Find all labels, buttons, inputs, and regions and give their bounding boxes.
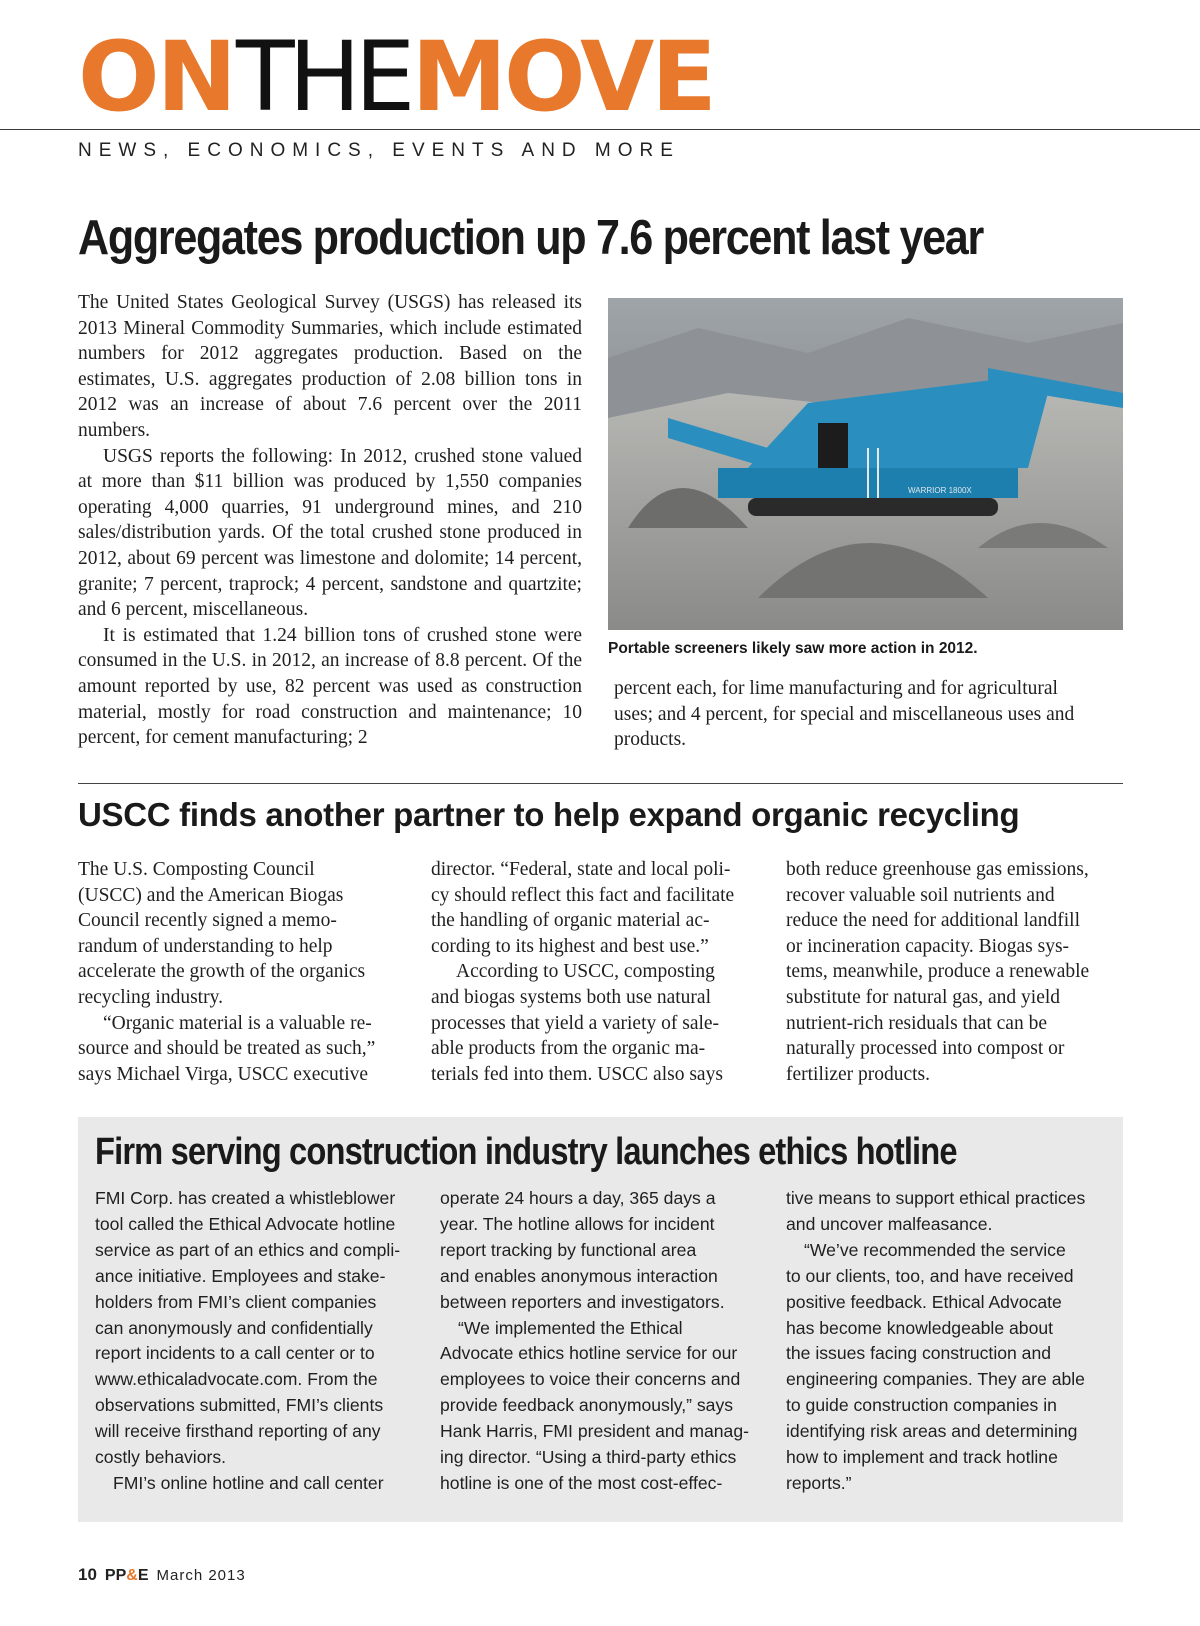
text-line: as construction material, mostly for road construction and (78, 675, 582, 723)
text-line: source and should be treated as such,” (78, 1038, 376, 1060)
article3-column-2 (440, 1186, 762, 1497)
text-line: and 210 sales/distribution yards. Of the total crushed stone (78, 496, 583, 544)
text-line: FMI’s online hotline and call center (113, 1472, 384, 1493)
text-line: (USCC) and the American Biogas (78, 884, 344, 906)
text-line: reduce the need for additional landfill (786, 910, 1081, 932)
text-line: report incidents to a call center or to (95, 1343, 375, 1364)
text-line: will receive firsthand reporting of any (95, 1421, 381, 1442)
text-line: and uncover malfeasance. (786, 1213, 993, 1234)
text-line: positive feedback. Ethical Advocate (786, 1291, 1062, 1312)
text-line: The United States Geological Survey (USGS) has released (78, 292, 564, 313)
article3-headline: Firm serving construction industry launches ethics hotline (95, 1131, 957, 1173)
text-line: can anonymously and confidentially (95, 1317, 373, 1338)
text-line: and biogas systems both use natural (431, 986, 711, 1008)
text-line: hotline is one of the most cost-effec- (440, 1472, 723, 1493)
text-line: the issues facing construction and (786, 1343, 1052, 1364)
text-line: to our clients, too, and have received (786, 1265, 1074, 1286)
text-line: It is estimated that 1.24 billion tons of crushed stone (103, 624, 545, 646)
text-line: 2011 numbers. (78, 394, 582, 441)
text-line: recover valuable soil nutrients and (786, 884, 1055, 906)
text-line: fertilizer products. (786, 1063, 931, 1085)
article2-column-1 (78, 857, 400, 1087)
text-line: Hank Harris, FMI president and manag- (440, 1421, 749, 1442)
article2-headline: USCC finds another partner to help expand organic recycling (78, 796, 1020, 833)
text-line: the handling of organic material ac- (431, 910, 710, 932)
text-line: tems, meanwhile, produce a renewable (786, 961, 1090, 983)
text-line: provide feedback anonymously,” says (440, 1395, 734, 1416)
article1-paragraph-2 (78, 444, 582, 623)
text-line: report tracking by functional area (440, 1239, 697, 1260)
text-line: accelerate the growth of the organics (78, 961, 366, 983)
masthead-tagline: NEWS, ECONOMICS, EVENTS AND MORE (78, 140, 680, 161)
magazine-name-pre: PP (104, 1567, 127, 1584)
text-line: year. The hotline allows for incident (440, 1213, 715, 1234)
article1-body-left (78, 290, 582, 751)
text-line: tons in 2012 was an increase of about 7.6 percent over the (78, 368, 582, 416)
text-line: operate 24 hours a day, 365 days a (440, 1188, 716, 1208)
text-line: reports.” (786, 1472, 852, 1493)
text-line: or incineration capacity. Biogas sys- (786, 935, 1070, 957)
text-line: able products from the organic ma- (431, 1038, 706, 1060)
masthead-the: THE (235, 21, 410, 133)
page-footer (78, 1565, 246, 1585)
text-line: cording to its highest and best use.” (431, 935, 709, 957)
article2-column-3 (786, 857, 1126, 1087)
text-line: www.ethicaladvocate.com. From the (95, 1369, 378, 1390)
text-line: identifying risk areas and determining (786, 1421, 1078, 1442)
text-line: products. (614, 729, 687, 751)
text-line: processes that yield a variety of sale- (431, 1012, 720, 1034)
article1-headline: Aggregates production up 7.6 percent last year (78, 211, 983, 265)
text-line: Council recently signed a memo- (78, 910, 337, 932)
text-line: Advocate ethics hotline service for our (440, 1343, 738, 1364)
text-line: terials fed into them. USCC also says (431, 1063, 723, 1085)
text-line: “We’ve recommended the service (804, 1239, 1066, 1260)
article1-paragraph-1 (78, 290, 582, 444)
text-line: substitute for natural gas, and yield (786, 986, 1061, 1008)
text-line: tool called the Ethical Advocate hotline (95, 1213, 396, 1234)
issue-date: March 2013 (156, 1567, 246, 1584)
text-line: lomite; 14 percent, granite; 7 percent, traprock; 4 percent, (78, 547, 583, 595)
text-line: percent each, for lime manufacturing and for agricultural (614, 678, 1058, 699)
article3-column-1 (95, 1186, 417, 1497)
text-line: to guide construction companies in (786, 1395, 1057, 1416)
text-line: service as part of an ethics and compli- (95, 1239, 401, 1260)
text-line: naturally processed into compost or (786, 1038, 1065, 1060)
screener-machine-illustration (608, 298, 1123, 630)
text-line: director. “Federal, state and local poli- (431, 859, 731, 880)
text-line: produced in 2012, about 69 percent was limestone and do (78, 522, 582, 569)
text-line: “We implemented the Ethical (458, 1317, 683, 1338)
text-line: ing director. “Using a third-party ethics (440, 1447, 737, 1468)
text-line: “Organic material is a valuable re- (103, 1012, 372, 1034)
magazine-name (105, 1567, 149, 1584)
text-line: FMI Corp. has created a whistleblower (95, 1188, 396, 1208)
text-line: uses; and 4 percent, for special and miscellaneous uses and (614, 703, 1075, 725)
text-line: were consumed in the U.S. in 2012, an increase of 8.8 per (78, 624, 582, 672)
machine-brand-label: WARRIOR 1800X (908, 486, 972, 495)
text-line: estimated numbers for 2012 aggregates production. Based (78, 317, 582, 365)
text-line: observations submitted, FMI’s clients (95, 1395, 384, 1416)
section-divider (78, 783, 1123, 784)
article2-column-2 (431, 857, 753, 1087)
text-line: cy should reflect this fact and facilitate (431, 884, 735, 906)
text-line: tive means to support ethical practices (786, 1188, 1086, 1208)
text-line: nutrient-rich residuals that can be (786, 1012, 1047, 1034)
text-line: both reduce greenhouse gas emissions, (786, 859, 1089, 880)
text-line: holders from FMI’s client companies (95, 1291, 377, 1312)
text-line: has become knowledgeable about (786, 1317, 1054, 1338)
text-line: ued at more than $11 billion was produced by 1,550 com (78, 445, 582, 493)
text-line: The U.S. Composting Council (78, 859, 315, 880)
masthead-rule (0, 129, 1200, 130)
magazine-name-amp: & (126, 1567, 138, 1584)
page-number: 10 (78, 1565, 97, 1584)
text-line: cent. Of the amount reported by use, 82 percent was used (78, 650, 582, 697)
photo-caption: Portable screeners likely saw more action in 2012. (608, 640, 978, 657)
text-line: recycling industry. (78, 986, 223, 1008)
article1-body-right (614, 676, 1124, 753)
text-line: between reporters and investigators. (440, 1291, 725, 1312)
text-line: ance initiative. Employees and stake- (95, 1265, 386, 1286)
text-line: randum of understanding to help (78, 935, 333, 957)
text-line: According to USCC, composting (456, 961, 715, 983)
text-line: costly behaviors. (95, 1447, 227, 1468)
text-line: its 2013 Mineral Commodity Summaries, which include (78, 292, 582, 339)
text-line: sandstone and quartzite; and 6 percent, miscellaneous. (78, 573, 582, 621)
article1-paragraph-3 (78, 623, 582, 751)
masthead-on: ON (78, 21, 234, 133)
text-line: USGS reports the following: In 2012, crushed stone val (103, 445, 554, 467)
masthead-title (78, 22, 714, 132)
article3-column-3 (786, 1186, 1122, 1497)
text-line: and enables anonymous interaction (440, 1265, 718, 1286)
text-line: says Michael Virga, USCC executive (78, 1063, 369, 1085)
screener-photo (608, 298, 1123, 630)
text-line: on the estimates, U.S. aggregates production of 2.08 billion (78, 343, 583, 390)
text-line: how to implement and track hotline (786, 1447, 1058, 1468)
text-line: engineering companies. They are able (786, 1369, 1085, 1390)
text-line: employees to voice their concerns and (440, 1369, 741, 1390)
masthead-move: MOVE (411, 21, 714, 133)
text-line: maintenance; 10 percent, for cement manufacturing; 2 (78, 701, 582, 749)
magazine-name-post: E (137, 1567, 149, 1584)
text-line: panies operating 4,000 quarries, 91 underground mines, (78, 471, 582, 518)
